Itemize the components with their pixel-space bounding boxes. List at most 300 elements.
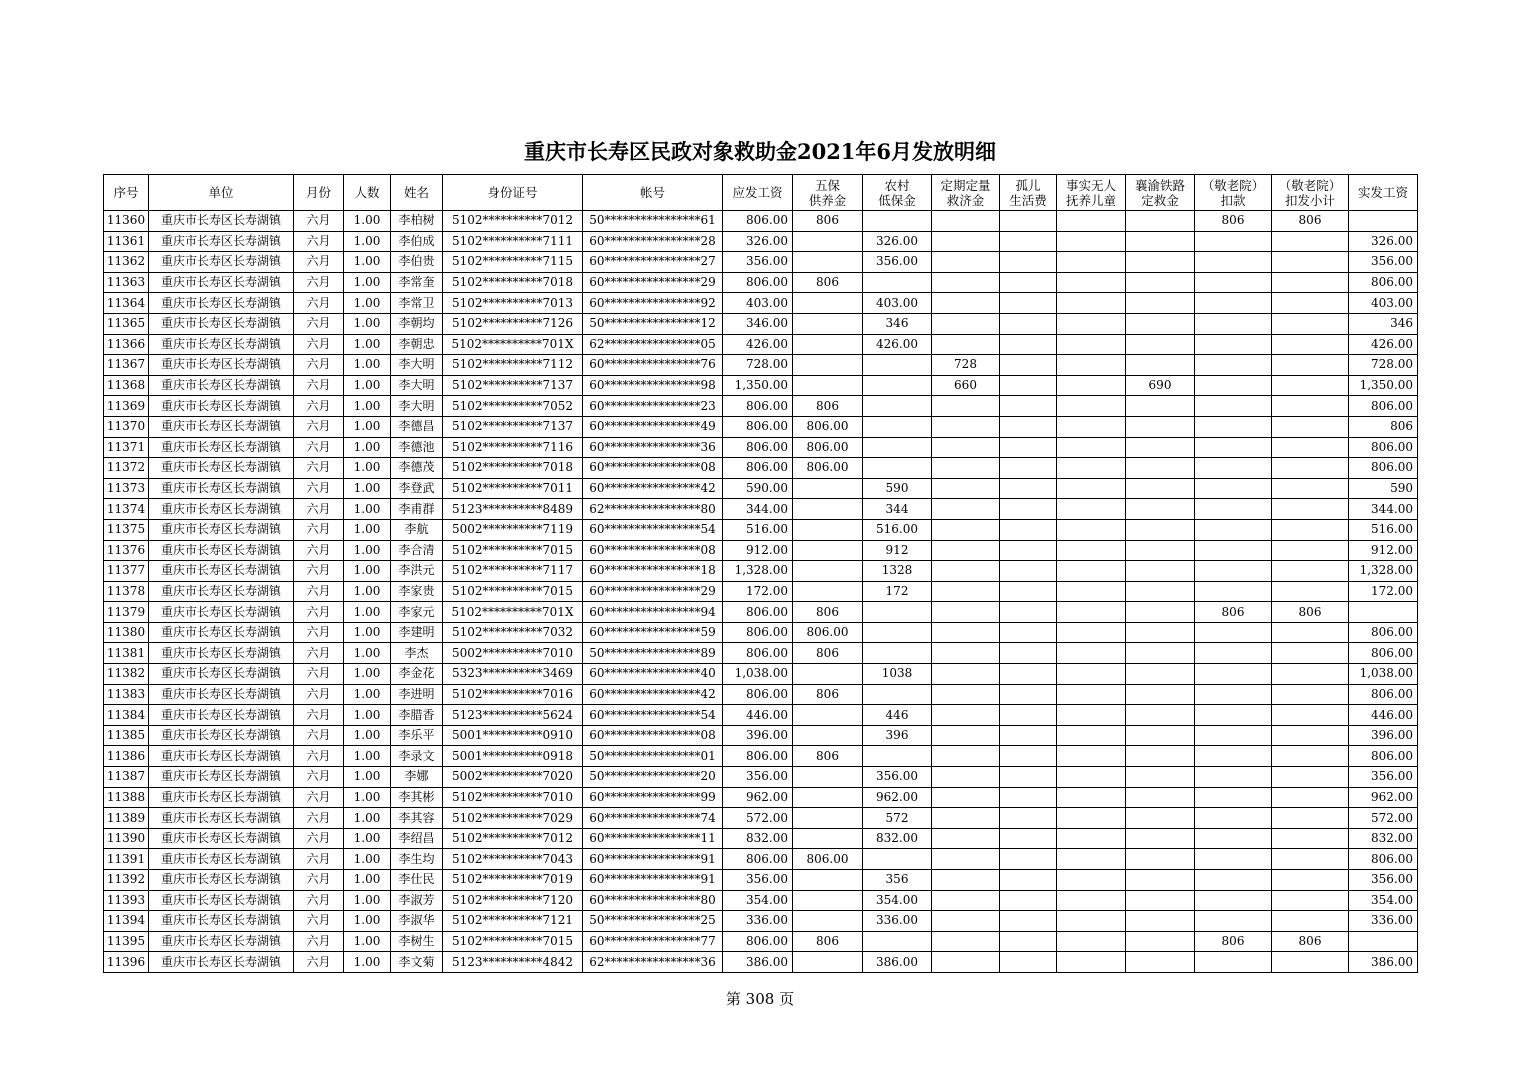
table-cell [1000,252,1057,273]
table-row [104,787,1418,808]
table-cell: 11396 [104,952,149,973]
table-cell: 重庆市长寿区长寿湖镇 [149,602,294,623]
table-cell: 5102**********7015 [443,581,583,602]
table-cell: 806.00 [1349,622,1418,643]
table-cell: 516.00 [723,519,793,540]
table-cell: 11385 [104,725,149,746]
table-cell [932,890,1000,911]
table-cell: 446 [863,705,932,726]
column-header: 单位 [149,175,294,211]
table-cell [932,952,1000,973]
table-cell [1000,334,1057,355]
table-cell [1057,375,1126,396]
table-cell: 62****************05 [583,334,723,355]
relief-fund-table [103,174,1418,973]
table-cell: 806.00 [1349,643,1418,664]
table-cell: 60****************80 [583,890,723,911]
table-cell [1126,211,1195,232]
table-cell [1272,870,1349,891]
table-cell [1195,499,1272,520]
table-cell [1349,931,1418,952]
table-cell: 李德池 [391,437,443,458]
table-cell: 5102**********7117 [443,561,583,582]
table-cell: 806.00 [723,643,793,664]
table-cell: 806.00 [723,396,793,417]
table-cell: 11390 [104,828,149,849]
table-cell [1195,684,1272,705]
table-cell: 1,038.00 [723,664,793,685]
table-cell [863,355,932,376]
table-cell: 1.00 [344,293,391,314]
table-cell: 李乐平 [391,725,443,746]
table-cell: 1.00 [344,272,391,293]
table-cell: 六月 [294,767,344,788]
table-cell [1126,272,1195,293]
table-cell: 806 [793,684,863,705]
table-row [104,952,1418,973]
table-cell [1126,499,1195,520]
table-cell [1195,911,1272,932]
table-cell: 李大明 [391,396,443,417]
table-row [104,828,1418,849]
table-cell: 重庆市长寿区长寿湖镇 [149,952,294,973]
table-cell: 1,038.00 [1349,664,1418,685]
table-cell: 11363 [104,272,149,293]
table-cell: 重庆市长寿区长寿湖镇 [149,622,294,643]
table-cell: 356 [863,870,932,891]
table-cell [1195,375,1272,396]
table-cell: 806.00 [1349,849,1418,870]
table-cell: 六月 [294,375,344,396]
table-row [104,931,1418,952]
table-cell [1126,746,1195,767]
table-cell [1272,334,1349,355]
table-cell: 5123**********4842 [443,952,583,973]
table-row [104,746,1418,767]
table-cell [1126,458,1195,479]
table-cell: 5102**********7015 [443,540,583,561]
table-cell: 11389 [104,808,149,829]
table-cell: 5001**********0910 [443,725,583,746]
table-cell: 11374 [104,499,149,520]
table-cell: 806.00 [723,849,793,870]
table-cell: 李其彬 [391,787,443,808]
table-cell: 5102**********7019 [443,870,583,891]
table-cell [1195,437,1272,458]
table-cell: 962.00 [863,787,932,808]
table-cell: 李家贵 [391,581,443,602]
table-cell: 六月 [294,396,344,417]
table-cell: 李建明 [391,622,443,643]
table-cell: 806.00 [1349,396,1418,417]
table-cell: 806 [1272,211,1349,232]
table-cell [1126,890,1195,911]
table-cell: 5102**********7137 [443,375,583,396]
table-cell [1195,561,1272,582]
column-header: 五保 供养金 [793,175,863,211]
table-cell: 572.00 [1349,808,1418,829]
table-cell: 1.00 [344,478,391,499]
table-cell: 李甫群 [391,499,443,520]
table-cell: 六月 [294,355,344,376]
table-cell: 806.00 [723,931,793,952]
table-cell: 60****************36 [583,437,723,458]
table-cell: 396.00 [1349,725,1418,746]
table-cell [793,293,863,314]
table-cell: 62****************36 [583,952,723,973]
table-cell [1057,664,1126,685]
table-cell: 60****************40 [583,664,723,685]
table-cell [1000,458,1057,479]
table-cell [1195,787,1272,808]
table-cell [793,581,863,602]
table-cell: 李绍昌 [391,828,443,849]
table-cell: 重庆市长寿区长寿湖镇 [149,313,294,334]
table-cell: 172.00 [1349,581,1418,602]
table-cell: 5102**********7043 [443,849,583,870]
table-cell: 1,350.00 [723,375,793,396]
table-cell: 346 [1349,313,1418,334]
table-cell [1272,890,1349,911]
table-cell: 重庆市长寿区长寿湖镇 [149,911,294,932]
table-cell: 重庆市长寿区长寿湖镇 [149,828,294,849]
table-cell: 重庆市长寿区长寿湖镇 [149,519,294,540]
table-cell [1057,396,1126,417]
table-cell [932,870,1000,891]
table-cell [1126,828,1195,849]
table-cell: 六月 [294,870,344,891]
table-cell [932,725,1000,746]
table-cell [1057,416,1126,437]
table-cell [1126,437,1195,458]
table-cell: 1,328.00 [723,561,793,582]
table-cell [1000,952,1057,973]
table-cell: 60****************59 [583,622,723,643]
table-row [104,911,1418,932]
table-row [104,458,1418,479]
table-row [104,725,1418,746]
table-cell [1000,643,1057,664]
table-cell [793,561,863,582]
table-cell: 重庆市长寿区长寿湖镇 [149,375,294,396]
table-cell: 李登武 [391,478,443,499]
table-cell: 346 [863,313,932,334]
table-cell [1272,622,1349,643]
table-cell: 六月 [294,684,344,705]
table-cell: 李洪元 [391,561,443,582]
table-cell [1000,375,1057,396]
table-row [104,602,1418,623]
table-cell: 62****************80 [583,499,723,520]
table-cell: 六月 [294,705,344,726]
table-cell [1000,211,1057,232]
table-header-row [104,175,1418,211]
table-cell [1126,396,1195,417]
table-cell: 六月 [294,272,344,293]
table-cell: 1.00 [344,684,391,705]
table-cell [1000,272,1057,293]
table-cell [1272,437,1349,458]
page-number: 308 [745,990,775,1008]
table-cell: 重庆市长寿区长寿湖镇 [149,272,294,293]
table-cell: 806.00 [723,272,793,293]
table-cell: 806 [1272,931,1349,952]
table-cell [932,602,1000,623]
table-cell: 11364 [104,293,149,314]
table-cell: 重庆市长寿区长寿湖镇 [149,581,294,602]
table-cell: 1.00 [344,375,391,396]
table-cell: 354.00 [723,890,793,911]
table-cell [932,437,1000,458]
table-cell [793,808,863,829]
table-cell [863,437,932,458]
page-title: 重庆市长寿区民政对象救助金2021年6月发放明细 [523,139,997,164]
table-cell: 1.00 [344,355,391,376]
table-cell [932,767,1000,788]
table-cell: 806.00 [723,211,793,232]
table-cell: 5102**********7018 [443,458,583,479]
table-cell [863,622,932,643]
table-cell [1126,767,1195,788]
table-cell: 5102**********7018 [443,272,583,293]
table-cell: 356.00 [1349,767,1418,788]
table-cell: 11375 [104,519,149,540]
table-cell [932,643,1000,664]
table-cell: 11368 [104,375,149,396]
table-cell: 806.00 [1349,746,1418,767]
table-cell: 806.00 [723,622,793,643]
table-row [104,478,1418,499]
table-cell [1195,231,1272,252]
table-row [104,313,1418,334]
table-cell: 806.00 [723,416,793,437]
table-cell: 806.00 [793,622,863,643]
table-cell [1057,313,1126,334]
table-cell [1195,828,1272,849]
table-cell [1272,828,1349,849]
table-cell: 李淑华 [391,911,443,932]
table-cell [1057,355,1126,376]
table-cell: 重庆市长寿区长寿湖镇 [149,664,294,685]
table-cell: 806 [793,602,863,623]
table-cell: 1.00 [344,252,391,273]
table-cell: 11391 [104,849,149,870]
table-cell [1057,437,1126,458]
table-cell: 李仕民 [391,870,443,891]
table-cell [1272,952,1349,973]
table-cell: 1.00 [344,519,391,540]
table-cell: 11360 [104,211,149,232]
table-cell [1126,519,1195,540]
table-cell [1000,725,1057,746]
table-cell [1195,252,1272,273]
table-cell: 11361 [104,231,149,252]
table-row [104,808,1418,829]
table-cell: 962.00 [723,787,793,808]
table-cell: 重庆市长寿区长寿湖镇 [149,870,294,891]
table-cell [1195,952,1272,973]
table-cell [1057,519,1126,540]
table-cell [793,313,863,334]
table-cell: 172 [863,581,932,602]
table-cell [1126,931,1195,952]
table-cell: 5102**********7137 [443,416,583,437]
table-cell [1195,540,1272,561]
table-cell: 重庆市长寿区长寿湖镇 [149,458,294,479]
table-cell [1000,540,1057,561]
table-cell [932,684,1000,705]
table-cell: 344.00 [723,499,793,520]
column-header: 农村 低保金 [863,175,932,211]
table-cell [1272,396,1349,417]
table-cell [1057,890,1126,911]
table-cell [793,252,863,273]
table-cell: 11388 [104,787,149,808]
table-cell: 806 [1272,602,1349,623]
table-cell: 1.00 [344,313,391,334]
table-cell: 832.00 [863,828,932,849]
table-cell [1126,478,1195,499]
table-cell: 11373 [104,478,149,499]
table-cell: 六月 [294,664,344,685]
table-cell [932,581,1000,602]
table-cell: 李朝忠 [391,334,443,355]
table-cell [863,684,932,705]
table-cell: 5102**********7112 [443,355,583,376]
table-cell: 重庆市长寿区长寿湖镇 [149,437,294,458]
table-cell: 832.00 [1349,828,1418,849]
table-cell: 806.00 [723,602,793,623]
table-cell: 590.00 [723,478,793,499]
table-cell: 重庆市长寿区长寿湖镇 [149,746,294,767]
table-cell [1057,561,1126,582]
table-cell: 1.00 [344,334,391,355]
table-cell: 11393 [104,890,149,911]
table-cell [932,808,1000,829]
table-cell [932,622,1000,643]
table-row [104,252,1418,273]
table-cell [1000,355,1057,376]
table-cell: 5102**********7029 [443,808,583,829]
table-cell: 1.00 [344,952,391,973]
table-cell [1272,293,1349,314]
table-cell: 5002**********7010 [443,643,583,664]
table-cell [863,375,932,396]
table-cell: 356.00 [723,252,793,273]
table-cell [1272,458,1349,479]
table-cell: 912.00 [1349,540,1418,561]
table-cell: 六月 [294,911,344,932]
table-cell [1195,767,1272,788]
table-cell [932,540,1000,561]
table-cell: 386.00 [723,952,793,973]
table-cell [932,211,1000,232]
table-cell: 5323**********3469 [443,664,583,685]
table-row [104,664,1418,685]
table-cell: 重庆市长寿区长寿湖镇 [149,705,294,726]
table-cell [1272,725,1349,746]
table-cell: 11392 [104,870,149,891]
table-cell [1000,478,1057,499]
table-cell: 60****************42 [583,478,723,499]
table-cell: 重庆市长寿区长寿湖镇 [149,478,294,499]
table-cell [1195,478,1272,499]
table-cell: 1.00 [344,705,391,726]
table-cell: 11365 [104,313,149,334]
table-cell [1272,252,1349,273]
table-cell [793,540,863,561]
table-cell [932,478,1000,499]
table-cell [1272,416,1349,437]
table-row [104,519,1418,540]
table-cell: 重庆市长寿区长寿湖镇 [149,396,294,417]
table-cell: 1.00 [344,746,391,767]
table-cell [1057,684,1126,705]
table-cell: 1328 [863,561,932,582]
table-cell: 1.00 [344,396,391,417]
table-cell: 李合清 [391,540,443,561]
table-cell [1272,705,1349,726]
table-cell: 728.00 [723,355,793,376]
table-cell [1057,870,1126,891]
page-footer-prefix: 第 [725,990,741,1008]
table-cell: 660 [932,375,1000,396]
column-header: 事实无人 抚养儿童 [1057,175,1126,211]
table-cell: 806 [793,211,863,232]
table-cell: 1.00 [344,911,391,932]
table-cell [1126,313,1195,334]
column-header: 月份 [294,175,344,211]
table-cell [1057,602,1126,623]
table-cell [793,664,863,685]
table-cell [1272,355,1349,376]
table-cell [1195,808,1272,829]
table-cell: 5123**********5624 [443,705,583,726]
table-cell: 1.00 [344,581,391,602]
table-cell: 11381 [104,643,149,664]
table-cell [1126,911,1195,932]
table-row [104,293,1418,314]
table-cell: 5102**********7120 [443,890,583,911]
table-cell: 重庆市长寿区长寿湖镇 [149,293,294,314]
table-cell [932,334,1000,355]
table-cell: 11376 [104,540,149,561]
table-cell [1000,828,1057,849]
table-cell [1195,870,1272,891]
table-cell [1057,581,1126,602]
table-cell: 5002**********7020 [443,767,583,788]
table-cell: 重庆市长寿区长寿湖镇 [149,416,294,437]
table-cell: 11386 [104,746,149,767]
table-cell: 六月 [294,890,344,911]
table-cell: 六月 [294,231,344,252]
table-cell [1126,808,1195,829]
table-cell [1272,313,1349,334]
column-header: 孤儿 生活费 [1000,175,1057,211]
table-cell: 572 [863,808,932,829]
table-cell: 326.00 [723,231,793,252]
table-cell [1057,767,1126,788]
table-cell: 六月 [294,581,344,602]
table-cell [1126,952,1195,973]
table-cell [1272,272,1349,293]
table-cell: 重庆市长寿区长寿湖镇 [149,767,294,788]
table-cell [932,416,1000,437]
table-cell [1272,643,1349,664]
table-row [104,272,1418,293]
table-cell [1057,931,1126,952]
table-cell: 5102**********701X [443,334,583,355]
